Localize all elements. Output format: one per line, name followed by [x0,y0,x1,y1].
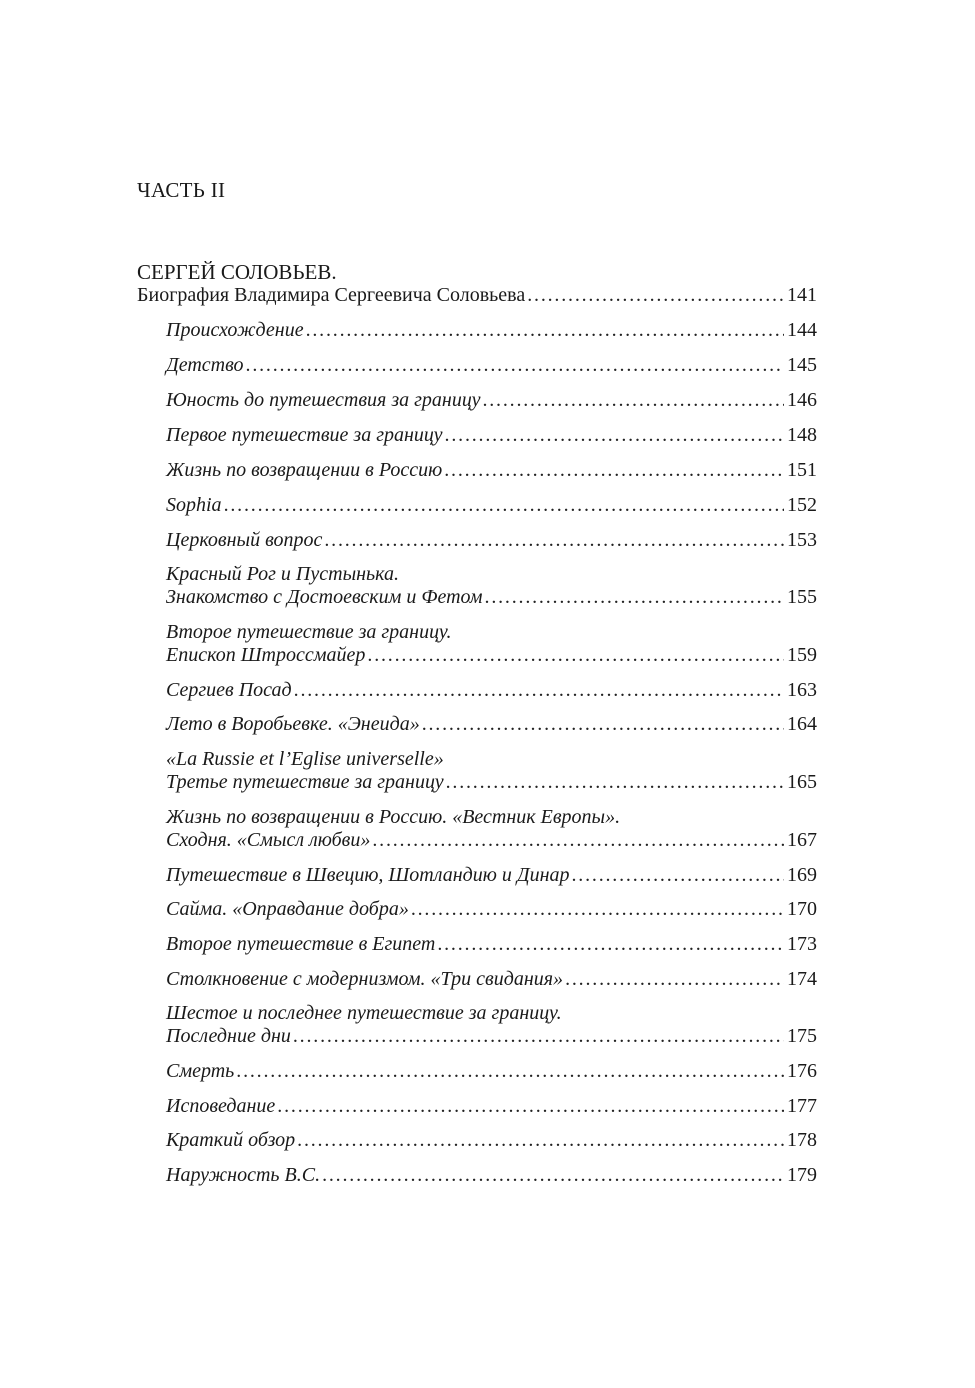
toc-entry[interactable] [166,770,817,794]
dot-leader [297,1128,784,1152]
toc-entry[interactable] [166,1024,817,1048]
dot-leader [294,678,784,702]
toc-entry-title: Епископ Штроссмайер [166,644,366,666]
toc-entry-page: 144 [787,319,817,341]
toc-entry-page: 159 [787,644,817,666]
toc-entry-title: Сергиев Посад [166,679,292,701]
dot-leader [482,388,784,412]
toc-entry[interactable] [166,863,817,887]
part-title: ЧАСТЬ II [137,178,226,202]
dot-leader [485,585,784,609]
toc-entry-page: 175 [787,1025,817,1047]
toc-entry-title: Сайма. «Оправдание добра» [166,898,409,920]
toc-entry-page: 165 [787,771,817,793]
toc-entry-first-line: «La Russie et l’Eglise universelle» [166,748,444,770]
dot-leader [437,932,784,956]
toc-entry-title: Столкновение с модернизмом. «Три свидания» [166,968,564,990]
toc-entry-title: Сходня. «Смысл любви» [166,829,371,851]
toc-entry-title: Путешествие в Швецию, Шотландию и Динар [166,864,570,886]
dot-leader [322,1163,784,1187]
toc-entry-page: 173 [787,933,817,955]
toc-entry-page: 164 [787,713,817,735]
toc-entry-page: 174 [787,968,817,990]
toc-entry-page: 146 [787,389,817,411]
toc-entry[interactable] [166,388,817,412]
toc-entry-title: Первое путешествие за границу [166,424,443,446]
toc-entry[interactable] [166,318,817,342]
toc-entry[interactable] [166,1163,817,1187]
toc-entry-title: Наружность В.С. [166,1164,321,1186]
toc-entry[interactable] [166,353,817,377]
dot-leader [367,643,784,667]
toc-entry-first-line: Второе путешествие за границу. [166,621,452,643]
toc-entry-title: Жизнь по возвращении в Россию [166,459,443,481]
toc-entry[interactable] [166,828,817,852]
toc-entry[interactable] [166,528,817,552]
toc-entry[interactable] [166,585,817,609]
toc-entry-title: Лето в Воробьевке. «Энеида» [166,713,420,735]
toc-entry-page: 178 [787,1129,817,1151]
dot-leader [445,423,784,447]
toc-entry-title: Детство [166,354,244,376]
toc-entry-page: 179 [787,1164,817,1186]
toc-entry[interactable] [166,897,817,921]
toc-entry-title: Церковный вопрос [166,529,323,551]
toc-entry-title: Sophia [166,494,222,516]
dot-leader [422,712,784,736]
toc-entry-page: 141 [787,284,817,306]
toc-entry-page: 153 [787,529,817,551]
dot-leader [411,897,784,921]
toc-entry[interactable] [166,932,817,956]
toc-entry[interactable] [166,678,817,702]
dot-leader [572,863,785,887]
dot-leader [236,1059,784,1083]
dot-leader [527,283,784,307]
toc-entry-title: Биография Владимира Сергеевича Соловьева [137,284,526,306]
toc-entry-title: Третье путешествие за границу [166,771,444,793]
toc-entry-title: Последние дни [166,1025,291,1047]
dot-leader [446,770,784,794]
toc-entry-title: Краткий обзор [166,1129,296,1151]
toc-entry-title: Исповедание [166,1095,276,1117]
dot-leader [324,528,784,552]
toc-entry-first-line: Шестое и последнее путешествие за границу. [166,1002,562,1024]
toc-entry[interactable] [166,712,817,736]
dot-leader [306,318,784,342]
toc-entry-page: 177 [787,1095,817,1117]
toc-entry-first-line: Красный Рог и Пустынька. [166,563,399,585]
toc-entry[interactable] [166,643,817,667]
toc-entry-title: Второе путешествие в Египет [166,933,436,955]
toc-entry-first-line: Жизнь по возвращении в Россию. «Вестник Европы». [166,806,621,828]
toc-entry-page: 170 [787,898,817,920]
toc-entry[interactable] [166,1128,817,1152]
toc-entry-page: 145 [787,354,817,376]
toc-entry-title: Юность до путешествия за границу [166,389,481,411]
toc-entry-page: 167 [787,829,817,851]
toc-entry-page: 152 [787,494,817,516]
toc-entry[interactable] [166,1094,817,1118]
toc-entry-page: 176 [787,1060,817,1082]
toc-entry[interactable] [166,967,817,991]
toc-entry[interactable] [166,423,817,447]
toc-entry-page: 169 [787,864,817,886]
toc-entry[interactable] [166,493,817,517]
author-heading: СЕРГЕЙ СОЛОВЬЕВ. [137,260,337,284]
toc-entry-title: Знакомство с Достоевским и Фетом [166,586,483,608]
dot-leader [293,1024,784,1048]
dot-leader [277,1094,784,1118]
toc-entry-page: 151 [787,459,817,481]
dot-leader [224,493,784,517]
toc-entry-page: 148 [787,424,817,446]
toc-entry-title: Происхождение [166,319,304,341]
toc-entry[interactable] [166,458,817,482]
dot-leader [444,458,784,482]
toc-main-entry[interactable] [137,283,817,307]
dot-leader [372,828,784,852]
dot-leader [565,967,784,991]
toc-entry[interactable] [166,1059,817,1083]
toc-entry-page: 163 [787,679,817,701]
toc-entry-title: Смерть [166,1060,235,1082]
toc-entry-page: 155 [787,586,817,608]
dot-leader [246,353,784,377]
